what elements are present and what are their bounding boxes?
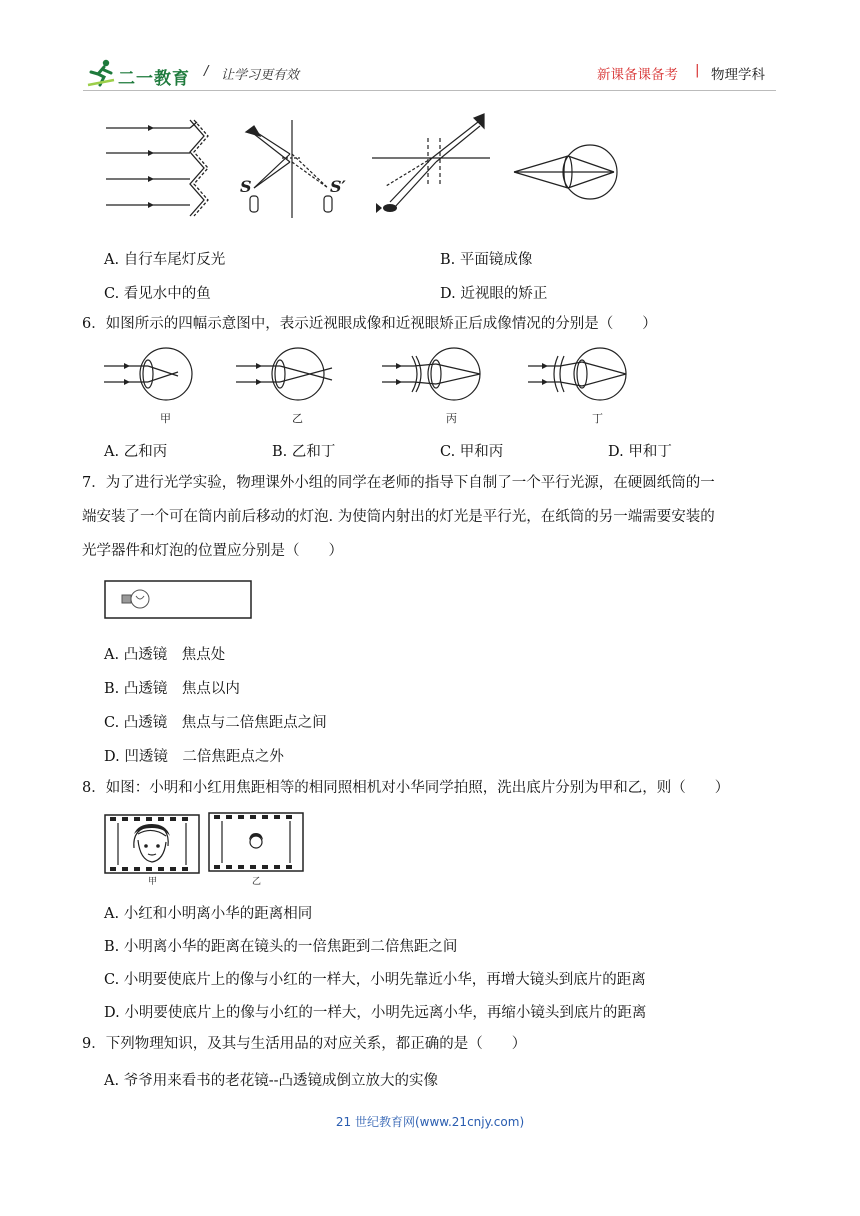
option-text: 小明离小华的距离在镜头的一倍焦距到二倍焦距之间 [123,939,458,955]
option-key: C. [104,715,120,731]
q8-stem: 8．如图：小明和小红用焦距相等的相同照相机对小华同学拍照，洗出底片分别为甲和乙，则（ ） [82,780,730,796]
q8-option-b[interactable] [104,935,457,956]
header-red-title: 新课备课备考 [597,67,678,83]
q9-stem: 9．下列物理知识，及其与生活用品的对应关系，都正确的是（ ） [82,1036,527,1052]
separator: / [204,64,209,79]
option-key: A. [104,444,120,460]
option-key: A. [104,1073,120,1089]
slogan: 让学习更有效 [221,68,300,83]
q5-label-s-prime: S′ [330,177,346,196]
q5-option-d[interactable] [440,282,547,303]
option-key: D. [440,286,456,302]
q5-figure-bike-reflector [104,118,216,222]
q5-option-a[interactable] [104,248,225,269]
q9-option-a[interactable] [104,1069,438,1090]
option-text: 乙和丁 [291,444,336,460]
option-key: A. [104,906,120,922]
option-text: 自行车尾灯反光 [123,252,226,268]
q5-label-s: S [240,177,252,196]
option-text: 小明要使底片上的像与小红的一样大，小明先远离小华，再缩小镜头到底片的距离 [124,1005,647,1021]
option-key: D. [608,444,624,460]
option-key: D. [104,749,120,765]
header-rule [83,90,776,91]
q5-figure-myopia-correction [512,130,618,212]
logo-runner-icon [84,58,118,88]
q8-label-jia: 甲 [148,877,158,887]
option-text: 小红和小明离小华的距离相同 [123,906,313,922]
option-key: A. [104,647,120,663]
option-key: A. [104,252,120,268]
q6-figure-jia [104,346,204,426]
q6-stem: 6．如图所示的四幅示意图中，表示近视眼成像和近视眼矫正后成像情况的分别是（ ） [82,316,657,332]
q5-figure-fish-in-water [372,112,494,222]
option-text: 近视眼的矫正 [460,286,548,302]
option-text: 甲和丙 [459,444,504,460]
q7-stem-line2: 端安装了一个可在筒内前后移动的灯泡. 为使筒内射出的灯光是平行光，在纸筒的另一端需要安装的 [82,509,715,525]
q5-option-b[interactable] [440,248,532,269]
option-key: C. [440,444,456,460]
q7-figure-tube-bulb [104,580,252,620]
option-key: B. [440,252,456,268]
option-key: C. [104,972,120,988]
q6-option-b[interactable] [272,440,335,461]
header-divider: | [695,62,700,78]
q7-option-d[interactable] [104,745,284,766]
q8-figure-film-jia [104,814,200,886]
q7-stem-line1: 7．为了进行光学实验，物理课外小组的同学在老师的指导下自制了一个平行光源，在硬圆纸筒的一 [82,475,715,491]
option-text: 凸透镜 焦点处 [123,647,226,663]
q5-option-c[interactable] [104,282,211,303]
option-text: 凹透镜 二倍焦距点之外 [124,749,284,765]
option-key: D. [104,1005,120,1021]
option-text: 凸透镜 焦点以内 [123,681,240,697]
option-key: B. [104,681,120,697]
q7-option-b[interactable] [104,677,240,698]
q6-label-bing: 丙 [446,412,457,425]
option-text: 爷爷用来看书的老花镜--凸透镜成倒立放大的实像 [123,1073,439,1089]
q5-figure-plane-mirror [232,118,347,224]
q8-figure-film-yi [208,812,304,886]
q6-figure-bing [382,346,492,426]
q8-option-d[interactable] [104,1001,646,1022]
q6-option-c[interactable] [440,440,503,461]
logo-text: 二一教育 [118,69,190,89]
q8-label-yi: 乙 [252,877,262,887]
option-key: B. [104,939,120,955]
option-text: 甲和丁 [628,444,672,460]
header-subject: 物理学科 [711,67,765,83]
q7-option-c[interactable] [104,711,327,732]
option-key: B. [272,444,288,460]
q6-label-jia: 甲 [160,412,171,425]
q8-option-a[interactable] [104,902,312,923]
q7-option-a[interactable] [104,643,225,664]
header [0,0,860,100]
option-text: 平面镜成像 [459,252,533,268]
q6-label-yi: 乙 [292,412,303,425]
option-text: 看见水中的鱼 [123,286,211,302]
q6-label-ding: 丁 [592,412,603,425]
option-text: 小明要使底片上的像与小红的一样大，小明先靠近小华，再增大镜头到底片的距离 [123,972,646,988]
option-text: 凸透镜 焦点与二倍焦距点之间 [123,715,327,731]
footer-source-link[interactable]: 21 世纪教育网(www.21cnjy.com) [335,1115,525,1129]
option-key: C. [104,286,120,302]
q6-option-d[interactable] [608,440,672,461]
option-text: 乙和丙 [123,444,168,460]
q8-option-c[interactable] [104,968,646,989]
q6-figure-yi [236,346,336,426]
q6-figure-ding [528,346,638,426]
q6-option-a[interactable] [104,440,167,461]
q7-stem-line3: 光学器件和灯泡的位置应分别是（ ） [82,543,343,559]
